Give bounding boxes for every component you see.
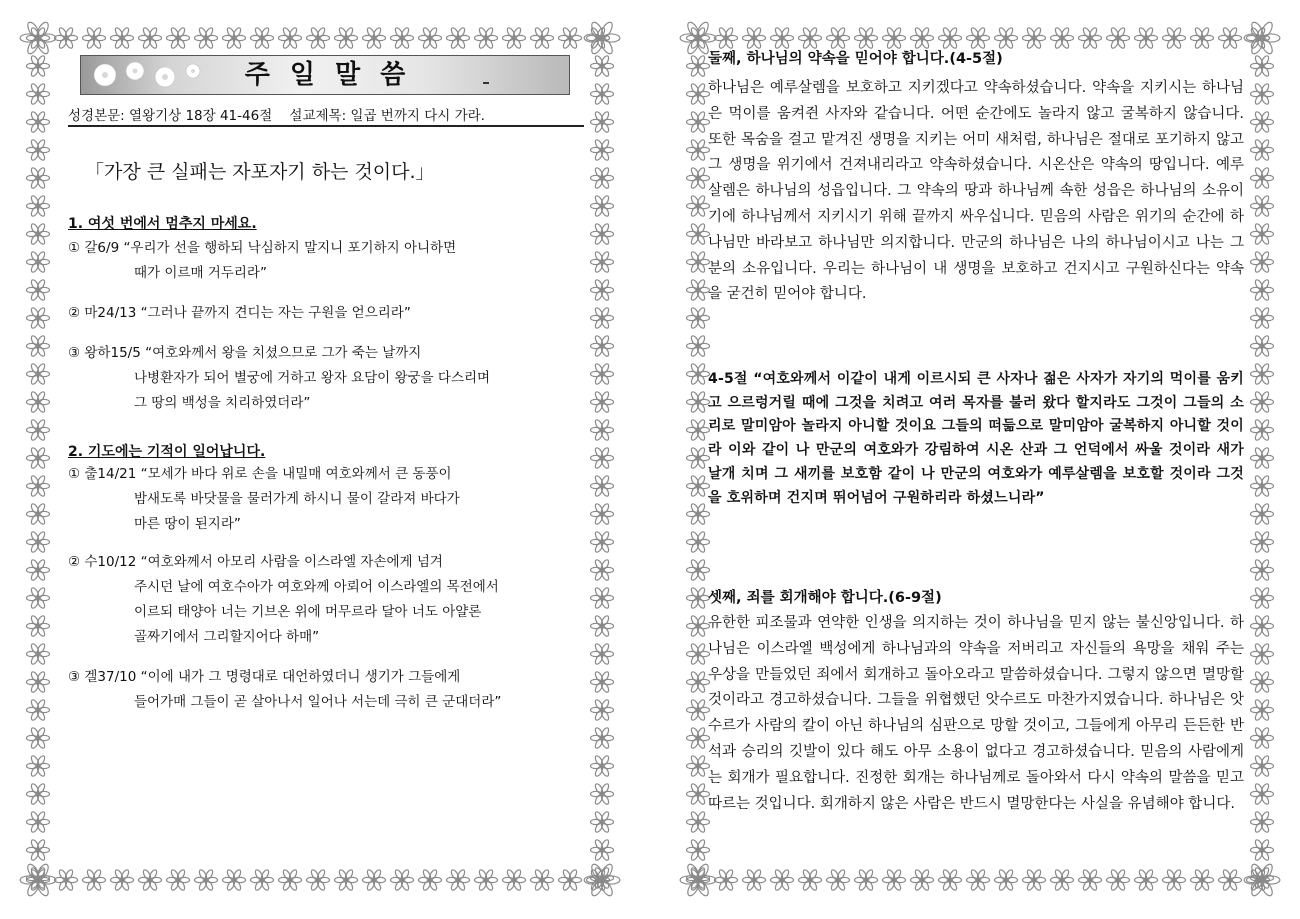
section-heading-second: 둘째, 하나님의 약속을 믿어야 합니다.(4-5절)	[708, 51, 1003, 67]
verse-item	[68, 301, 598, 326]
title-divider	[68, 125, 584, 127]
section-heading-2: 2. 기도에는 기적이 일어납니다.	[68, 444, 266, 460]
verse-item	[68, 236, 598, 286]
verse-item	[68, 341, 598, 416]
verse-item	[68, 462, 598, 537]
section-heading-third: 셋째, 죄를 회개해야 합니다.(6-9절)	[708, 590, 942, 606]
verse-line: 마른 땅이 된지라”	[134, 516, 241, 532]
body-paragraph: 유한한 피조물과 연약한 인생을 의지하는 것이 하나님을 믿지 않는 불신앙입니다. 하나님은 이스라엘 백성에게 하나님과의 약속을 저버리고 자신들의 욕망을 채워 주는 우상을 만들었던 죄에서 회개하고 돌아오라고 말씀하셨습니다. 그렇지 않으면 멸망할 것이라고 경고하셨습니다. 그들을 위협했던 앗수르도 마찬가지였습니다. 하나님은 앗수르가 사람의 칼이 아닌 하나님의 심판으로 망할 것이고, 그들에게 아무리 든든한 반석과 승리의 깃발이 있다 해도 아무 소용이 없다고 경고하셨습니다. 믿음의 사람에게는 회개가 필요합니다. 진정한 회개는 하나님께로 돌아와서 다시 약속의 말씀을 믿고 따르는 것입니다. 회개하지 않은 사람은 반드시 멸망한다는 사실을 유념해야 합니다.	[708, 615, 1244, 812]
verse-line: ① 출14/21 “모세가 바다 위로 손을 내밀매 여호와께서 큰 동풍이	[68, 466, 452, 482]
verse-line: ③ 왕하15/5 “여호와께서 왕을 치셨으므로 그가 죽는 날까지	[68, 345, 422, 361]
verse-line: ② 마24/13 “그러나 끝까지 견디는 자는 구원을 얻으리라”	[68, 305, 411, 321]
scripture-label: 성경본문: 열왕기상 18장 41-46절	[68, 108, 273, 124]
verse-line: 때가 이르매 거두리라”	[134, 265, 267, 281]
scripture-line	[68, 104, 578, 124]
verse-item	[68, 550, 598, 650]
verse-line: 이르되 태양아 너는 기브온 위에 머무르라 달아 너도 아얄론	[134, 604, 482, 620]
motto: 「가장 큰 실패는 자포자기 하는 것이다.」	[85, 161, 435, 183]
verse-line: 그 땅의 백성을 치리하였더라”	[134, 395, 311, 411]
section-heading-1: 1. 여섯 번에서 멈추지 마세요.	[68, 216, 257, 232]
verse-line: ③ 겔37/10 “이에 내가 그 명령대로 대언하였더니 생기가 그들에게	[68, 669, 461, 685]
verse-line: 나병환자가 되어 별궁에 거하고 왕자 요담이 왕궁을 다스리며	[134, 370, 491, 386]
verse-line: 골짜기에서 그리할지어다 하매”	[134, 629, 320, 645]
verse-line: 주시던 날에 여호수아가 여호와께 아뢰어 이스라엘의 목전에서	[134, 579, 499, 595]
title-dash	[483, 82, 489, 84]
verse-line: 들어가매 그들이 곧 살아나서 일어나 서는데 극히 큰 군대더라”	[134, 694, 502, 710]
sermon-title: 설교제목: 일곱 번까지 다시 가라.	[289, 108, 485, 124]
page-title: 주일말씀	[244, 60, 426, 90]
verse-line: ② 수10/12 “여호와께서 아모리 사람을 이스라엘 자손에게 넘겨	[68, 554, 443, 570]
verse-line: ① 갈6/9 “우리가 선을 행하되 낙심하지 말지니 포기하지 아니하면	[68, 240, 457, 256]
left-page	[0, 0, 640, 919]
verse-item	[68, 665, 598, 715]
scripture-quote: 4-5절 “여호와께서 이같이 내게 이르시되 큰 사자나 젊은 사자가 자기의 먹이를 움키고 으르렁거릴 때에 그것을 치려고 여러 목자를 불러 왔다 할지라도 그것이 그들의 소리로 말미암아 놀라지 아니할 것이요 그들의 떠듦으로 말미암아 굴복하지 아니할 것이라 이와 같이 나 만군의 여호와가 강림하여 시온 산과 그 언덕에서 싸울 것이라 새가 날개 치며 그 새끼를 보호함 같이 나 만군의 여호와가 예루살렘을 보호할 것이라 그것을 호위하며 건지며 뛰어넘어 구원하리라 하셨느니라”	[708, 371, 1244, 506]
body-paragraph: 하나님은 예루살렘을 보호하고 지키겠다고 약속하셨습니다. 약속을 지키시는 하나님은 먹이를 움켜쥔 사자와 같습니다. 어떤 순간에도 놀라지 않고 굴복하지 않습니다. 또한 목숨을 걸고 맡겨진 생명을 지키는 어미 새처럼, 하나님은 절대로 포기하지 않고 그 생명을 위기에서 건져내리라고 약속하셨습니다. 시온산은 약속의 땅입니다. 예루살렘은 하나님의 성읍입니다. 그 약속의 땅과 하나님께 속한 성읍은 하나님의 소유이기에 하나님께서 지키시기 위해 끝까지 싸우십니다. 믿음의 사람은 위기의 순간에 하나님만 바라보고 하나님만 의지합니다. 만군의 하나님은 나의 하나님이시고 나는 그분의 소유입니다. 우리는 하나님이 내 생명을 보호하고 건지시고 구원하신다는 약속을 굳건히 믿어야 합니다.	[708, 80, 1244, 303]
title-banner	[80, 55, 570, 95]
verse-line: 밤새도록 바닷물을 물러가게 하시니 물이 갈라져 바다가	[134, 491, 460, 507]
